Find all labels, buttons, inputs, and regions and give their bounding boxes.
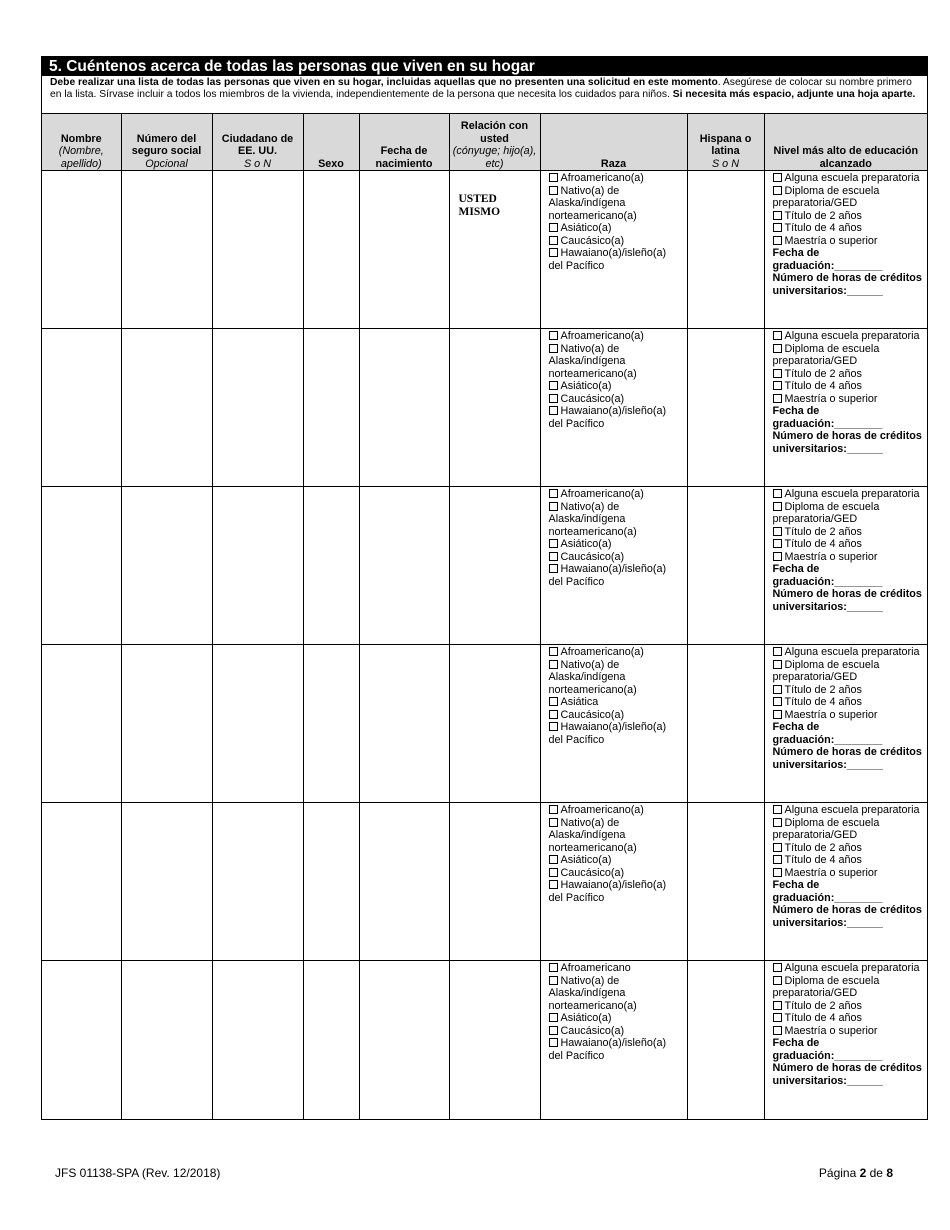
race-option-label: Asiático(a) <box>560 1012 612 1024</box>
credit-hours-field[interactable]: Número de horas de créditos universitarios:______ <box>772 588 922 613</box>
education-option[interactable] <box>773 343 925 368</box>
educacion-cell <box>764 961 927 1119</box>
ssn-cell[interactable] <box>121 329 212 487</box>
education-option-label: Título de 2 años <box>784 683 862 696</box>
education-option-label: Título de 4 años <box>784 1012 862 1024</box>
section-title: 5. Cuéntenos acerca de todas las personas que viven en su hogar <box>42 57 927 76</box>
race-option-label: Afroamericano(a) <box>560 488 644 500</box>
education-option[interactable] <box>773 646 925 659</box>
sexo-cell[interactable] <box>303 171 359 329</box>
nombre-cell[interactable] <box>42 645 121 803</box>
race-option-label: Hawaiano(a)/isleño(a) del Pacífico <box>548 721 667 746</box>
page-mid: de <box>866 1166 887 1180</box>
race-option-label: Caucásico(a) <box>560 708 625 721</box>
checkbox-icon[interactable] <box>773 1013 782 1022</box>
education-option[interactable] <box>773 817 925 842</box>
race-option-label: Nativo(a) de Alaska/indígena norteamericano(a) <box>548 184 637 222</box>
education-option[interactable] <box>773 235 925 248</box>
sexo-cell[interactable] <box>303 329 359 487</box>
checkbox-icon[interactable] <box>773 660 782 669</box>
education-option[interactable] <box>773 222 925 235</box>
race-option[interactable] <box>549 721 684 746</box>
education-option-label: Diploma de escuela preparatoria/GED <box>772 342 880 367</box>
education-option-label: Maestría o superior <box>784 234 878 247</box>
checkbox-icon[interactable] <box>549 1013 558 1022</box>
educacion-cell <box>764 645 927 803</box>
checkbox-icon[interactable] <box>773 394 782 403</box>
education-option-label: Título de 4 años <box>784 696 862 708</box>
race-option-label: Hawaiano(a)/isleño(a) del Pacífico <box>548 563 667 588</box>
education-option-label: Diploma de escuela preparatoria/GED <box>772 816 880 841</box>
checkbox-icon[interactable] <box>549 805 558 814</box>
race-option[interactable] <box>549 393 684 406</box>
education-option[interactable] <box>773 804 925 817</box>
checkbox-icon[interactable] <box>549 394 558 403</box>
fecha-cell[interactable] <box>359 329 449 487</box>
education-option[interactable] <box>773 488 925 501</box>
table-row <box>42 961 927 1119</box>
checkbox-icon[interactable] <box>773 647 782 656</box>
education-option-label: Maestría o superior <box>784 1024 878 1037</box>
credit-hours-field[interactable]: Número de horas de créditos universitarios:______ <box>772 272 922 297</box>
relacion-cell[interactable] <box>449 487 540 645</box>
race-option[interactable] <box>549 962 684 975</box>
ciudadano-cell[interactable] <box>212 487 303 645</box>
education-option-label: Maestría o superior <box>784 550 878 563</box>
race-option[interactable] <box>549 709 684 722</box>
checkbox-icon[interactable] <box>773 331 782 340</box>
education-option-label: Título de 2 años <box>784 209 862 222</box>
household-table <box>42 114 927 1119</box>
race-option-label: Caucásico(a) <box>560 1024 625 1037</box>
ciudadano-cell[interactable] <box>212 171 303 329</box>
hispana-cell[interactable] <box>687 803 764 961</box>
checkbox-icon[interactable] <box>549 818 558 827</box>
race-option-label: Afroamericano(a) <box>560 172 644 184</box>
education-option[interactable] <box>773 380 925 393</box>
page-prefix: Página <box>818 1166 860 1180</box>
education-option-label: Alguna escuela preparatoria <box>784 488 920 500</box>
education-option[interactable] <box>773 210 925 223</box>
checkbox-icon[interactable] <box>773 502 782 511</box>
checkbox-icon[interactable] <box>773 1026 782 1035</box>
checkbox-icon[interactable] <box>549 331 558 340</box>
race-option-label: Nativo(a) de Alaska/indígena norteamericano(a) <box>548 816 637 854</box>
education-option-label: Alguna escuela preparatoria <box>784 804 920 816</box>
fecha-cell[interactable] <box>359 487 449 645</box>
education-option-label: Título de 2 años <box>784 841 862 854</box>
header-relacion: Relación con usted (cónyuge; hijo(a), etc) <box>449 114 540 171</box>
raza-cell <box>540 645 687 803</box>
race-option-label: Nativo(a) de Alaska/indígena norteamericano(a) <box>548 658 637 696</box>
race-option[interactable] <box>549 538 684 551</box>
race-option[interactable] <box>549 405 684 430</box>
education-option-label: Título de 2 años <box>784 525 862 538</box>
checkbox-icon[interactable] <box>549 868 558 877</box>
checkbox-icon[interactable] <box>773 223 782 232</box>
educacion-cell <box>764 803 927 961</box>
education-option-label: Título de 2 años <box>784 999 862 1012</box>
nombre-cell[interactable] <box>42 329 121 487</box>
fecha-cell[interactable] <box>359 961 449 1119</box>
checkbox-icon[interactable] <box>549 564 558 573</box>
education-option-label: Título de 2 años <box>784 367 862 380</box>
table-row <box>42 171 927 329</box>
race-option[interactable] <box>549 854 684 867</box>
relacion-cell[interactable] <box>449 803 540 961</box>
race-option-label: Afroamericano(a) <box>560 646 644 658</box>
fecha-cell[interactable] <box>359 645 449 803</box>
educacion-cell <box>764 171 927 329</box>
race-option-label: Afroamericano <box>560 962 631 974</box>
race-option-label: Nativo(a) de Alaska/indígena norteamericano(a) <box>548 500 637 538</box>
checkbox-icon[interactable] <box>549 236 558 245</box>
race-option-label: Afroamericano(a) <box>560 804 644 816</box>
race-option-label: Asiático(a) <box>560 538 612 550</box>
checkbox-icon[interactable] <box>773 868 782 877</box>
graduation-date-field[interactable]: Fecha de graduación:________ <box>772 1037 883 1062</box>
education-option-label: Título de 4 años <box>784 538 862 550</box>
race-option[interactable] <box>549 563 684 588</box>
table-row <box>42 487 927 645</box>
checkbox-icon[interactable] <box>549 1038 558 1047</box>
checkbox-icon[interactable] <box>549 552 558 561</box>
education-option-label: Diploma de escuela preparatoria/GED <box>772 658 880 683</box>
education-option-label: Título de 4 años <box>784 380 862 392</box>
checkbox-icon[interactable] <box>549 381 558 390</box>
race-option[interactable] <box>549 343 684 381</box>
instructions-bold-1: Debe realizar una lista de todas las personas que viven en su hogar, incluidas aquellas que no presenten una solicitud en este momento <box>50 77 718 88</box>
education-option-label: Alguna escuela preparatoria <box>784 330 920 342</box>
education-option-label: Título de 4 años <box>784 222 862 234</box>
checkbox-icon[interactable] <box>773 369 782 378</box>
race-option[interactable] <box>549 551 684 564</box>
header-ssn: Número del seguro social Opcional <box>121 114 212 171</box>
credit-hours-field[interactable]: Número de horas de créditos universitarios:______ <box>772 430 922 455</box>
header-sexo: Sexo <box>303 114 359 171</box>
education-option[interactable] <box>773 696 925 709</box>
checkbox-icon[interactable] <box>773 489 782 498</box>
checkbox-icon[interactable] <box>549 660 558 669</box>
checkbox-icon[interactable] <box>549 710 558 719</box>
hispana-cell[interactable] <box>687 171 764 329</box>
education-option-label: Título de 4 años <box>784 854 862 866</box>
credit-hours-field[interactable]: Número de horas de créditos universitarios:______ <box>772 746 922 771</box>
race-option[interactable] <box>549 1012 684 1025</box>
race-option[interactable] <box>549 222 684 235</box>
education-option[interactable] <box>773 962 925 975</box>
raza-cell <box>540 329 687 487</box>
ssn-cell[interactable] <box>121 803 212 961</box>
checkbox-icon[interactable] <box>773 381 782 390</box>
education-option[interactable] <box>773 368 925 381</box>
race-option[interactable] <box>549 646 684 659</box>
graduation-date-field[interactable]: Fecha de graduación:________ <box>772 563 883 588</box>
education-option[interactable] <box>773 854 925 867</box>
ciudadano-cell[interactable] <box>212 645 303 803</box>
hispana-cell[interactable] <box>687 487 764 645</box>
education-option[interactable] <box>773 330 925 343</box>
education-option[interactable] <box>773 526 925 539</box>
relacion-cell[interactable] <box>449 171 540 329</box>
checkbox-icon[interactable] <box>773 805 782 814</box>
race-option-label: Hawaiano(a)/isleño(a) del Pacífico <box>548 1037 667 1062</box>
education-option-label: Diploma de escuela preparatoria/GED <box>772 184 880 209</box>
header-educacion: Nivel más alto de educación alcanzado <box>764 114 927 171</box>
checkbox-icon[interactable] <box>773 963 782 972</box>
raza-cell <box>540 803 687 961</box>
graduation-date-field[interactable]: Fecha de graduación:________ <box>772 721 883 746</box>
checkbox-icon[interactable] <box>549 248 558 257</box>
education-option[interactable] <box>773 709 925 722</box>
race-option[interactable] <box>549 380 684 393</box>
checkbox-icon[interactable] <box>549 186 558 195</box>
education-option[interactable] <box>773 975 925 1000</box>
race-option[interactable] <box>549 867 684 880</box>
checkbox-icon[interactable] <box>773 843 782 852</box>
education-option[interactable] <box>773 393 925 406</box>
race-option-label: Caucásico(a) <box>560 392 625 405</box>
race-option-label: Asiático(a) <box>560 380 612 392</box>
ciudadano-cell[interactable] <box>212 329 303 487</box>
race-option[interactable] <box>549 501 684 539</box>
education-option[interactable] <box>773 1012 925 1025</box>
checkbox-icon[interactable] <box>549 722 558 731</box>
fecha-cell[interactable] <box>359 803 449 961</box>
race-option[interactable] <box>549 817 684 855</box>
race-option-label: Hawaiano(a)/isleño(a) del Pacífico <box>548 405 667 430</box>
page-total: 8 <box>886 1166 893 1180</box>
checkbox-icon[interactable] <box>773 186 782 195</box>
ssn-cell[interactable] <box>121 487 212 645</box>
educacion-cell <box>764 329 927 487</box>
education-option[interactable] <box>773 501 925 526</box>
race-option-label: Caucásico(a) <box>560 550 625 563</box>
race-option-label: Nativo(a) de Alaska/indígena norteamericano(a) <box>548 974 637 1012</box>
checkbox-icon[interactable] <box>549 697 558 706</box>
race-option[interactable] <box>549 330 684 343</box>
sexo-cell[interactable] <box>303 645 359 803</box>
hispana-cell[interactable] <box>687 329 764 487</box>
checkbox-icon[interactable] <box>549 855 558 864</box>
education-option[interactable] <box>773 538 925 551</box>
table-row <box>42 329 927 487</box>
checkbox-icon[interactable] <box>773 173 782 182</box>
checkbox-icon[interactable] <box>549 539 558 548</box>
checkbox-icon[interactable] <box>549 880 558 889</box>
education-option[interactable] <box>773 842 925 855</box>
checkbox-icon[interactable] <box>549 489 558 498</box>
race-option[interactable] <box>549 804 684 817</box>
header-fecha: Fecha de nacimiento <box>359 114 449 171</box>
race-option[interactable] <box>549 1025 684 1038</box>
credit-hours-field[interactable]: Número de horas de créditos universitarios:______ <box>772 1062 922 1087</box>
race-option[interactable] <box>549 1037 684 1062</box>
checkbox-icon[interactable] <box>773 855 782 864</box>
sexo-cell[interactable] <box>303 961 359 1119</box>
form-id: JFS 01138-SPA (Rev. 12/2018) <box>55 1166 221 1180</box>
ssn-cell[interactable] <box>121 961 212 1119</box>
race-option-label: Hawaiano(a)/isleño(a) del Pacífico <box>548 879 667 904</box>
checkbox-icon[interactable] <box>773 236 782 245</box>
ciudadano-cell[interactable] <box>212 961 303 1119</box>
race-option[interactable] <box>549 659 684 697</box>
race-option-label: Caucásico(a) <box>560 234 625 247</box>
educacion-cell <box>764 487 927 645</box>
page-num: 2 <box>859 1166 867 1180</box>
relacion-cell[interactable] <box>449 329 540 487</box>
header-hispana: Hispana o latina S o N <box>687 114 764 171</box>
credit-hours-field[interactable]: Número de horas de créditos universitarios:______ <box>772 904 922 929</box>
sexo-cell[interactable] <box>303 803 359 961</box>
education-option-label: Alguna escuela preparatoria <box>784 962 920 974</box>
raza-cell <box>540 171 687 329</box>
nombre-cell[interactable] <box>42 961 121 1119</box>
education-option-label: Maestría o superior <box>784 866 878 879</box>
education-option-label: Diploma de escuela preparatoria/GED <box>772 500 880 525</box>
instructions-bold-2: Si necesita más espacio, adjunte una hoja aparte. <box>672 89 916 101</box>
usted-mismo-label: USTED MISMO <box>458 193 501 218</box>
race-option-label: Asiática <box>560 696 599 708</box>
race-option[interactable] <box>549 488 684 501</box>
hispana-cell[interactable] <box>687 961 764 1119</box>
race-option[interactable] <box>549 879 684 904</box>
checkbox-icon[interactable] <box>773 344 782 353</box>
graduation-date-field[interactable]: Fecha de graduación:________ <box>772 247 883 272</box>
checkbox-icon[interactable] <box>549 344 558 353</box>
race-option-label: Caucásico(a) <box>560 866 625 879</box>
race-option-label: Asiático(a) <box>560 222 612 234</box>
race-option-label: Asiático(a) <box>560 854 612 866</box>
raza-cell <box>540 961 687 1119</box>
raza-cell <box>540 487 687 645</box>
nombre-cell[interactable] <box>42 171 121 329</box>
race-option[interactable] <box>549 696 684 709</box>
checkbox-icon[interactable] <box>549 963 558 972</box>
education-option[interactable] <box>773 659 925 684</box>
checkbox-icon[interactable] <box>549 647 558 656</box>
education-option-label: Maestría o superior <box>784 708 878 721</box>
checkbox-icon[interactable] <box>773 539 782 548</box>
education-option[interactable] <box>773 1025 925 1038</box>
table-body <box>42 171 927 1119</box>
race-option-label: Nativo(a) de Alaska/indígena norteamericano(a) <box>548 342 637 380</box>
sexo-cell[interactable] <box>303 487 359 645</box>
checkbox-icon[interactable] <box>549 502 558 511</box>
nombre-cell[interactable] <box>42 803 121 961</box>
checkbox-icon[interactable] <box>549 223 558 232</box>
checkbox-icon[interactable] <box>773 710 782 719</box>
nombre-cell[interactable] <box>42 487 121 645</box>
education-option-label: Diploma de escuela preparatoria/GED <box>772 974 880 999</box>
checkbox-icon[interactable] <box>549 1026 558 1035</box>
race-option[interactable] <box>549 975 684 1013</box>
table-row <box>42 803 927 961</box>
checkbox-icon[interactable] <box>773 527 782 536</box>
education-option-label: Maestría o superior <box>784 392 878 405</box>
instructions-text: . Asegúrese de colocar su nombre primero en la lista. Sírvase incluir a todos los miembros de la vivienda, independientemente de la persona que necesita los cuidados para niños. <box>50 77 912 101</box>
header-ciudadano: Ciudadano de EE. UU. S o N <box>212 114 303 171</box>
education-option[interactable] <box>773 1000 925 1013</box>
race-option-label: Hawaiano(a)/isleño(a) del Pacífico <box>548 247 667 272</box>
checkbox-icon[interactable] <box>773 211 782 220</box>
header-nombre: Nombre (Nombre, apellido) <box>42 114 121 171</box>
header-raza: Raza <box>540 114 687 171</box>
section-instructions <box>42 76 927 114</box>
education-option[interactable] <box>773 867 925 880</box>
education-option-label: Alguna escuela preparatoria <box>784 172 920 184</box>
fecha-cell[interactable] <box>359 171 449 329</box>
table-header-row <box>42 114 927 171</box>
graduation-date-field[interactable]: Fecha de graduación:________ <box>772 879 883 904</box>
checkbox-icon[interactable] <box>549 173 558 182</box>
checkbox-icon[interactable] <box>773 976 782 985</box>
checkbox-icon[interactable] <box>773 818 782 827</box>
race-option[interactable] <box>549 172 684 185</box>
page-number <box>819 1166 893 1180</box>
ssn-cell[interactable] <box>121 645 212 803</box>
education-option-label: Alguna escuela preparatoria <box>784 646 920 658</box>
relacion-cell[interactable] <box>449 961 540 1119</box>
checkbox-icon[interactable] <box>549 406 558 415</box>
checkbox-icon[interactable] <box>773 1001 782 1010</box>
ciudadano-cell[interactable] <box>212 803 303 961</box>
race-option[interactable] <box>549 235 684 248</box>
race-option[interactable] <box>549 185 684 223</box>
graduation-date-field[interactable]: Fecha de graduación:________ <box>772 405 883 430</box>
education-option[interactable] <box>773 185 925 210</box>
race-option[interactable] <box>549 247 684 272</box>
ssn-cell[interactable] <box>121 171 212 329</box>
checkbox-icon[interactable] <box>773 552 782 561</box>
checkbox-icon[interactable] <box>773 685 782 694</box>
household-members-form <box>41 56 928 1120</box>
education-option[interactable] <box>773 684 925 697</box>
race-option-label: Afroamericano(a) <box>560 330 644 342</box>
checkbox-icon[interactable] <box>549 976 558 985</box>
education-option[interactable] <box>773 551 925 564</box>
relacion-cell[interactable] <box>449 645 540 803</box>
hispana-cell[interactable] <box>687 645 764 803</box>
table-row <box>42 645 927 803</box>
education-option[interactable] <box>773 172 925 185</box>
checkbox-icon[interactable] <box>773 697 782 706</box>
